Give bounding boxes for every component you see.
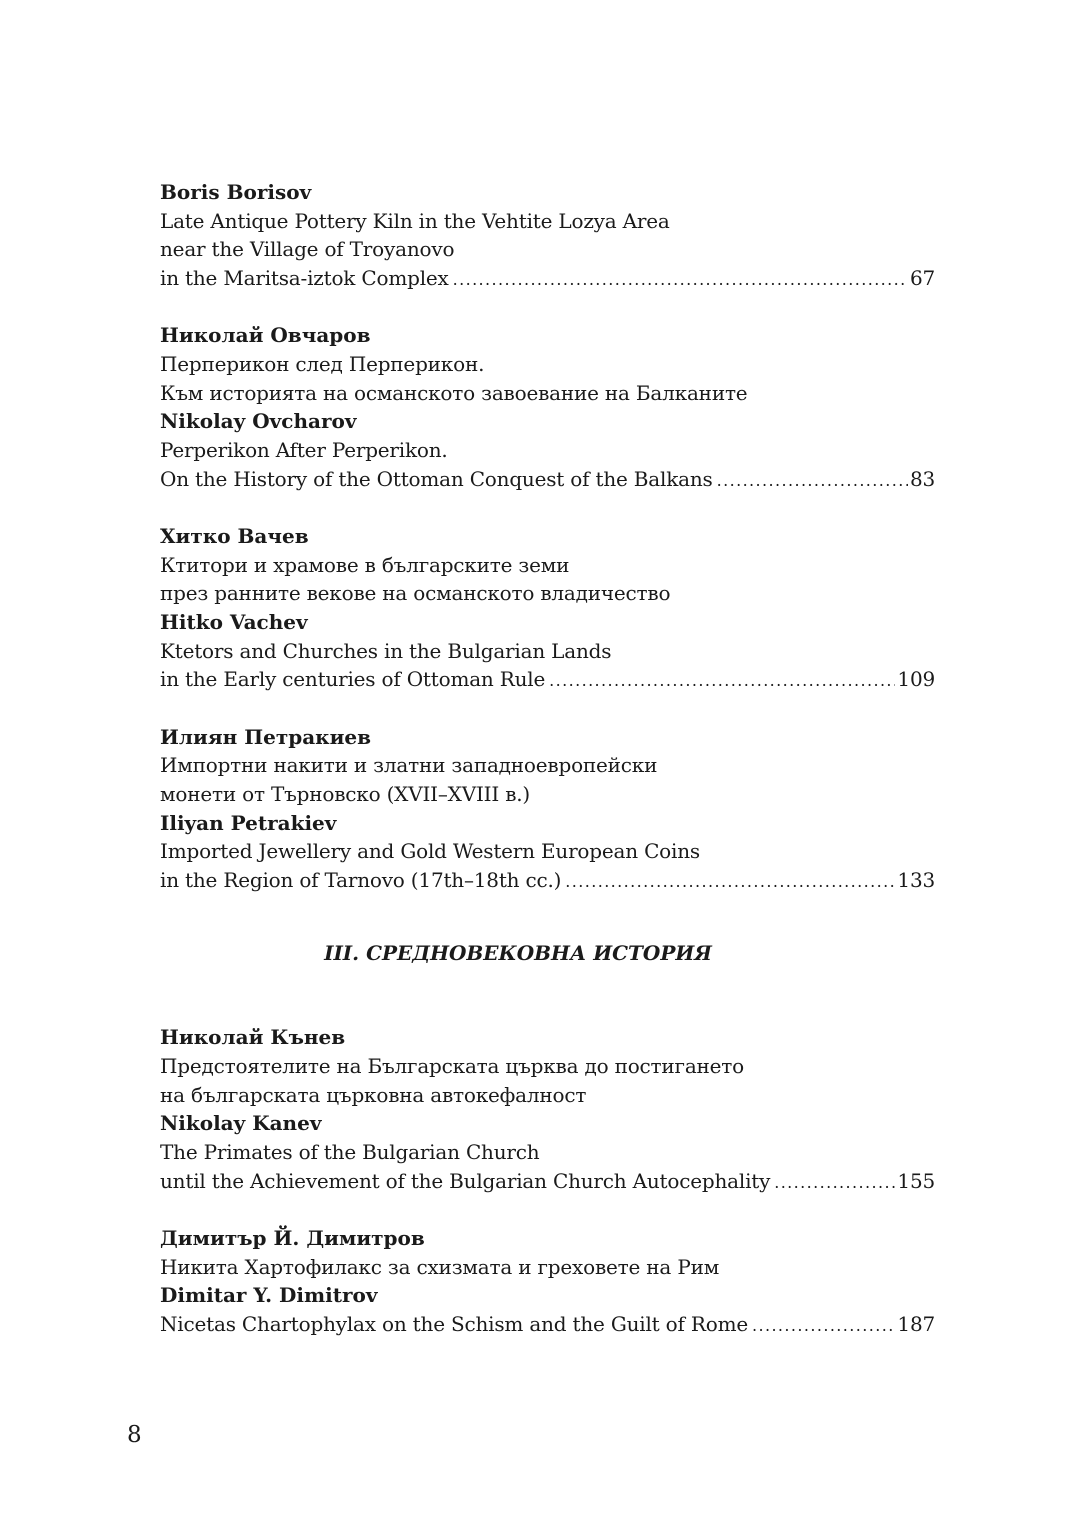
entry-title-line: Late Antique Pottery Kiln in the Vehtite Lozya Area xyxy=(160,208,670,233)
entry-title-line: монети от Търновско (XVII–XVIII в.) xyxy=(160,781,531,806)
entry-last-line xyxy=(160,665,935,694)
toc-entries-part2 xyxy=(160,1023,935,1338)
entry-page-number: 187 xyxy=(897,1312,935,1337)
entry-title-line: Към историята на османското завоевание на Балканите xyxy=(160,380,748,405)
dot-leader xyxy=(717,467,908,496)
entry-page-number: 133 xyxy=(897,867,935,892)
entry-title-line: The Primates of the Bulgarian Church xyxy=(160,1140,540,1165)
page-number: 8 xyxy=(127,1422,142,1448)
entry-page-number: 109 xyxy=(897,667,935,692)
entry-page-number: 83 xyxy=(909,466,935,491)
entry-page-number: 155 xyxy=(897,1168,935,1193)
toc-entry xyxy=(160,723,935,895)
entry-author: Николай Овчаров xyxy=(160,323,371,348)
entry-title-line: in the Region of Tarnovo (17th–18th cc.) xyxy=(160,867,562,892)
toc-entry xyxy=(160,1023,935,1195)
entry-title-line: Перперикон след Перперикон. xyxy=(160,351,485,376)
entry-last-line xyxy=(160,1310,935,1339)
entry-last-line xyxy=(160,264,935,293)
entry-title-line: Imported Jewellery and Gold Western European Coins xyxy=(160,839,700,864)
entry-author: Boris Borisov xyxy=(160,180,312,204)
toc-entry xyxy=(160,1224,935,1339)
entry-last-line xyxy=(160,866,935,895)
dot-leader xyxy=(549,667,895,696)
dot-leader xyxy=(774,1169,895,1198)
entry-title-line: in the Early centuries of Ottoman Rule xyxy=(160,667,546,692)
dot-leader xyxy=(453,266,908,295)
entry-page-number: 67 xyxy=(909,266,935,291)
toc-entry xyxy=(160,321,935,493)
toc-entry xyxy=(160,522,935,694)
entry-author: Nikolay Ovcharov xyxy=(160,409,357,434)
entry-title-line: Ktetors and Churches in the Bulgarian Lands xyxy=(160,638,612,663)
entry-author: Илиян Петракиев xyxy=(160,724,372,749)
entry-author: Iliyan Petrakiev xyxy=(160,810,337,835)
table-of-contents xyxy=(160,178,935,1339)
entry-author: Nikolay Kanev xyxy=(160,1111,322,1136)
entry-title-line: until the Achievement of the Bulgarian Church Autocephality xyxy=(160,1168,771,1193)
entry-title-line: Nicetas Chartophylax on the Schism and the Guilt of Rome xyxy=(160,1312,748,1337)
section-heading: III. СРЕДНОВЕКОВНА ИСТОРИЯ xyxy=(324,940,712,965)
dot-leader xyxy=(752,1312,895,1341)
toc-entry xyxy=(160,178,935,293)
entry-title-line: през ранните векове на османското владичество xyxy=(160,581,671,606)
toc-entries-part1 xyxy=(160,178,935,895)
entry-title-line: On the History of the Ottoman Conquest of the Balkans xyxy=(160,466,713,491)
entry-title-line: Предстоятелите на Българската църква до постигането xyxy=(160,1054,745,1079)
entry-author: Николай Кънев xyxy=(160,1025,346,1050)
entry-last-line xyxy=(160,1167,935,1196)
entry-title-line: Никита Хартофилакс за схизмата и греховете на Рим xyxy=(160,1254,720,1279)
entry-author: Hitko Vachev xyxy=(160,609,308,634)
entry-author: Dimitar Y. Dimitrov xyxy=(160,1283,378,1308)
entry-title-line: на българската църковна автокефалност xyxy=(160,1082,587,1107)
entry-author: Хитко Вачев xyxy=(160,523,309,548)
entry-title-line: Импортни накити и златни западноевропейски xyxy=(160,753,658,778)
entry-title-line: near the Village of Troyanovo xyxy=(160,237,455,262)
entry-last-line xyxy=(160,465,935,494)
entry-title-line: Ктитори и храмове в българските земи xyxy=(160,552,570,577)
entry-author: Димитър Й. Димитров xyxy=(160,1225,425,1250)
entry-title-line: Perperikon After Perperikon. xyxy=(160,438,448,462)
dot-leader xyxy=(565,868,895,897)
entry-title-line: in the Maritsa-iztok Complex xyxy=(160,266,449,291)
